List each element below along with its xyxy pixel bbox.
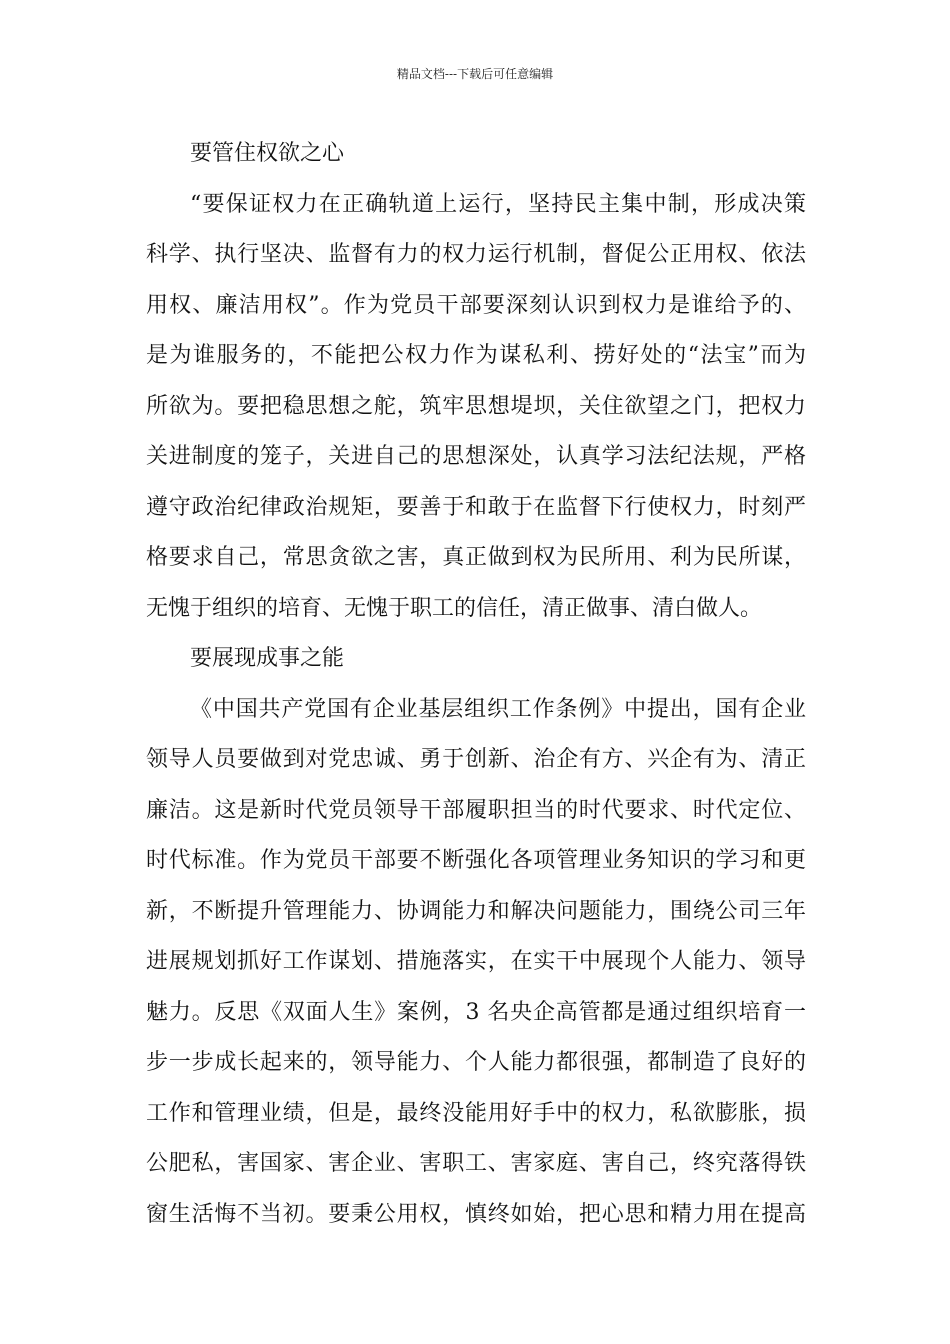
section-heading: 要管住权欲之心 xyxy=(190,141,345,166)
paragraph-line: 公肥私，害国家、害企业、害职工、害家庭、害自己，终究落得铁 xyxy=(146,1151,806,1176)
paragraph-line: 工作和管理业绩，但是，最终没能用好手中的权力，私欲膨胀，损 xyxy=(146,1100,806,1126)
paragraph-line: 《中国共产党国有企业基层组织工作条例》中提出，国有企业 xyxy=(190,696,806,722)
paragraph-line: 所欲为。要把稳思想之舵，筑牢思想堤坝，关住欲望之门，把权力 xyxy=(146,393,806,419)
paragraph-line: 魅力。反思《双面人生》案例，3 名央企高管都是通过组织培育一 xyxy=(146,999,806,1025)
paragraph-line: 步一步成长起来的，领导能力、个人能力都很强，都制造了良好的 xyxy=(146,1050,806,1075)
paragraph-line: 时代标准。作为党员干部要不断强化各项管理业务知识的学习和更 xyxy=(146,848,806,873)
paragraph-line: 领导人员要做到对党忠诚、勇于创新、治企有方、兴企有为、清正 xyxy=(146,747,806,772)
paragraph-line: 新，不断提升管理能力、协调能力和解决问题能力，围绕公司三年 xyxy=(146,898,806,924)
paragraph-line: 无愧于组织的培育、无愧于职工的信任，清正做事、清白做人。 xyxy=(146,595,763,621)
paragraph-line: 科学、执行坚决、监督有力的权力运行机制，督促公正用权、依法 xyxy=(146,242,806,267)
document-body xyxy=(146,129,806,1240)
paragraph-line: 遵守政治纪律政治规矩，要善于和敢于在监督下行使权力，时刻严 xyxy=(146,494,806,520)
paragraph-line: 格要求自己，常思贪欲之害，真正做到权为民所用、利为民所谋， xyxy=(146,545,806,570)
paragraph-line: 廉洁。这是新时代党员领导干部履职担当的时代要求、时代定位、 xyxy=(146,797,806,823)
paragraph-line: “要保证权力在正确轨道上运行，坚持民主集中制，形成决策 xyxy=(190,191,806,217)
page-header: 精品文档---下载后可任意编辑 xyxy=(396,67,554,81)
paragraph-line: 进展规划抓好工作谋划、措施落实，在实干中展现个人能力、领导 xyxy=(146,949,806,974)
section-heading: 要展现成事之能 xyxy=(190,646,345,671)
paragraph-line: 关进制度的笼子，关进自己的思想深处，认真学习法纪法规，严格 xyxy=(146,444,806,469)
paragraph-line: 窗生活悔不当初。要秉公用权，慎终如始，把心思和精力用在提高 xyxy=(146,1201,806,1227)
paragraph-line: 是为谁服务的，不能把公权力作为谋私利、捞好处的“法宝”而为 xyxy=(146,343,806,368)
paragraph-line: 用权、廉洁用权”。作为党员干部要深刻认识到权力是谁给予的、 xyxy=(146,292,806,318)
